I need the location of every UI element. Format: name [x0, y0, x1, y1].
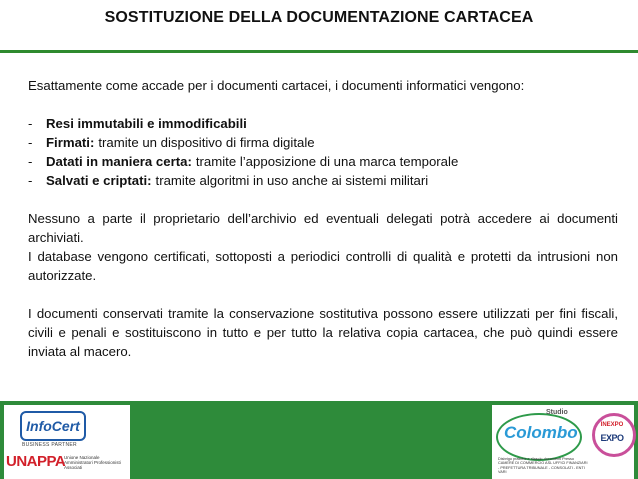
list-item [28, 152, 618, 171]
access-paragraph: Nessuno a parte il proprietario dell’archivio ed eventuali delegati potrà accedere ai documenti archiviati. [28, 211, 618, 245]
bullet-text: tramite algoritmi in uso anche ai sistemi militari [155, 173, 429, 188]
bullet-bold: Firmati: [46, 135, 95, 150]
list-item [28, 171, 618, 190]
bullet-bold: Resi immutabili e immodificabili [46, 116, 247, 131]
bullet-bold: Salvati e criptati: [46, 173, 152, 188]
studio-colombo-logo: Colombo [504, 423, 578, 442]
footer-band [0, 401, 638, 479]
inexpo-label: INEXPO [600, 422, 624, 428]
studio-services-text: Disbrigo pratiche e rilascio documenti Presso CAMERE DI COMMERCIO ASL UFFICI FINANZIARI - PREFETTURA TRIBUNALE - CONSOLATI - ENTI VARI [498, 457, 588, 475]
intro-paragraph: Esattamente come accade per i documenti cartacei, i documenti informatici vengono: [28, 78, 525, 93]
bullet-dash: - [28, 173, 33, 188]
title-divider [0, 50, 638, 53]
bullet-bold: Datati in maniera certa: [46, 154, 192, 169]
conservation-paragraph: I documenti conservati tramite la conservazione sostitutiva possono essere utilizzati per fini fiscali, civili e penali e sostituiscono in tutto e per tutto la relativa copia cartacea, che può quindi essere inviata al macero. [28, 306, 618, 359]
expo-label: EXPO [600, 433, 624, 443]
bullet-text: tramite un dispositivo di firma digitale [98, 135, 315, 150]
page-title: SOSTITUZIONE DELLA DOCUMENTAZIONE CARTACEA [104, 9, 534, 26]
bullet-dash: - [28, 116, 33, 131]
list-item [28, 133, 618, 152]
studio-label: Studio [546, 409, 568, 416]
partner-logos-left [4, 405, 130, 479]
infocert-subtitle: BUSINESS PARTNER [22, 442, 77, 448]
bullet-dash: - [28, 135, 33, 150]
content-body [28, 76, 618, 361]
title-bar [0, 0, 638, 52]
bullet-text: tramite l’apposizione di una marca temporale [195, 154, 459, 169]
list-item [28, 114, 618, 133]
infocert-logo: InfoCert [20, 411, 86, 441]
partner-logos-right [492, 405, 634, 479]
unappa-logo: UNAPPA [6, 453, 66, 470]
unappa-subtitle: Unione Nazionale Amministratori Professionisti Associati [64, 455, 121, 470]
bullet-dash: - [28, 154, 33, 169]
database-paragraph: I database vengono certificati, sottoposti a periodici controlli di qualità e protetti da intrusioni non autorizzate. [28, 249, 618, 283]
